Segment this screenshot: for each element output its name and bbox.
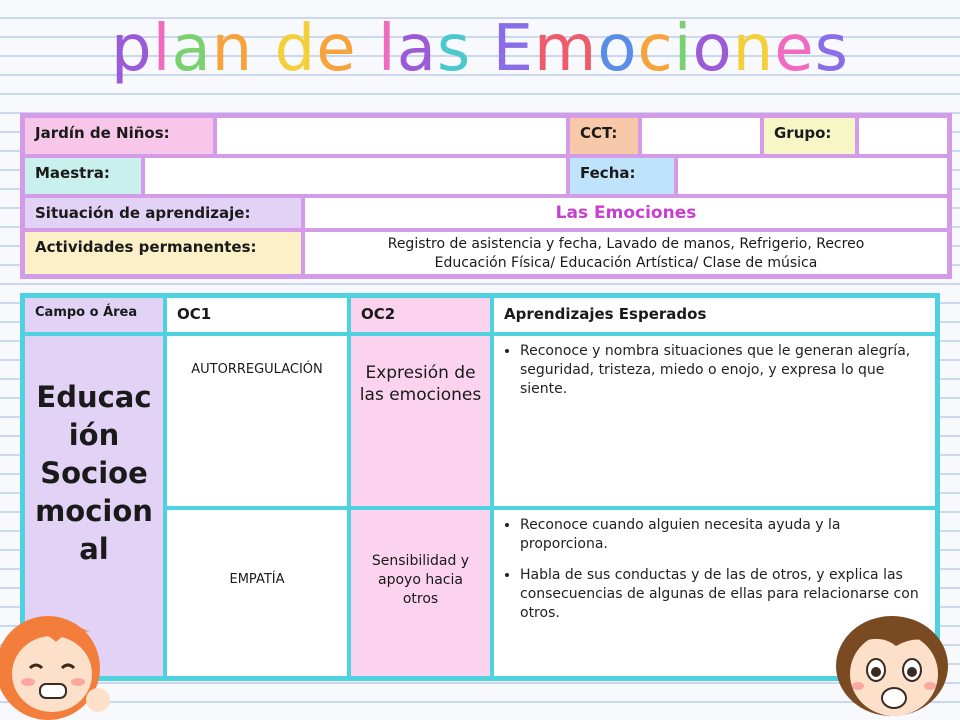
col-header-aprendizajes: Aprendizajes Esperados	[492, 296, 937, 334]
title-letter: e	[774, 12, 815, 86]
title-letter: s	[814, 12, 849, 86]
fecha-label: Fecha:	[568, 156, 676, 196]
title-letter: a	[171, 12, 212, 86]
campo-line: mocion	[35, 494, 153, 528]
col-header-oc2: OC2	[349, 296, 492, 334]
aprendizaje-item: • Reconoce cuando alguien necesita ayuda y la proporciona.	[520, 516, 925, 554]
title-letter: o	[692, 12, 733, 86]
actividades-value	[303, 230, 949, 276]
campo-line: Educac	[36, 380, 152, 414]
planning-table	[20, 293, 940, 681]
title-letter: d	[274, 12, 317, 86]
page-title	[0, 4, 960, 94]
oc1-cell: AUTORREGULACIÓN	[165, 334, 349, 508]
actividades-line-2: Educación Física/ Educación Artística/ Clase de música	[434, 255, 818, 271]
campo-line: al	[79, 532, 109, 566]
title-letter: n	[211, 12, 254, 86]
jardin-label: Jardín de Niños:	[23, 116, 215, 156]
oc2-cell: Expresión de las emociones	[349, 334, 492, 508]
jardin-field[interactable]	[215, 116, 568, 156]
title-letter: i	[673, 12, 693, 86]
situacion-label: Situación de aprendizaje:	[23, 196, 303, 230]
cct-field[interactable]	[640, 116, 762, 156]
aprendizaje-item: • Reconoce y nombra situaciones que le generan alegría, seguridad, tristeza, miedo o enojo, y expresa lo que siente.	[520, 342, 925, 399]
cct-label: CCT:	[568, 116, 640, 156]
title-letter: n	[732, 12, 775, 86]
col-header-campo: Campo o Área	[23, 296, 165, 334]
title-letter: p	[111, 12, 153, 86]
boy-illustration	[826, 600, 960, 720]
oc2-cell: Sensibilidad y apoyo hacia otros	[349, 508, 492, 678]
title-letter: l	[152, 12, 172, 86]
title-letter: l	[377, 12, 397, 86]
title-letter: E	[492, 12, 535, 86]
maestra-label: Maestra:	[23, 156, 143, 196]
col-header-oc1: OC1	[165, 296, 349, 334]
girl-illustration	[0, 598, 112, 720]
grupo-field[interactable]	[857, 116, 949, 156]
title-letter: s	[436, 12, 472, 86]
oc1-cell: EMPATÍA	[165, 508, 349, 678]
actividades-line-1: Registro de asistencia y fecha, Lavado de manos, Refrigerio, Recreo	[387, 236, 865, 252]
campo-line: Socioe	[40, 456, 148, 490]
aprendizajes-cell	[492, 334, 937, 508]
aprendizaje-item: • Habla de sus conductas y de las de otros, y explica las consecuencias de algunas de ellas para relacionarse con otros.	[520, 566, 925, 623]
title-letter: e	[316, 12, 357, 86]
grupo-label: Grupo:	[762, 116, 857, 156]
title-letter: a	[396, 12, 437, 86]
title-letter: m	[534, 12, 598, 86]
situacion-value: Las Emociones	[303, 196, 949, 230]
campo-line: ión	[68, 418, 120, 452]
fecha-field[interactable]	[676, 156, 949, 196]
title-letter: c	[637, 12, 674, 86]
maestra-field[interactable]	[143, 156, 568, 196]
actividades-label: Actividades permanentes:	[23, 230, 303, 276]
header-info-table	[20, 113, 952, 279]
title-letter: o	[597, 12, 638, 86]
